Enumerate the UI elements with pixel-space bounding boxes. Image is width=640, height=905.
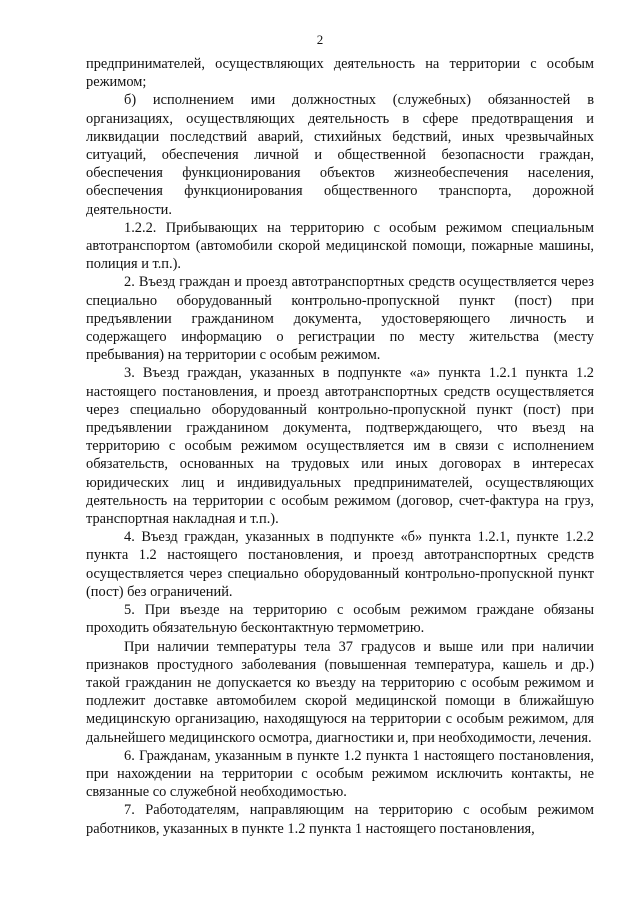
paragraph: б) исполнением ими должностных (служебных) обязанностей в организациях, осуществляющих деятельность в сфере предотвращения и ликвидации последствий аварий, стихийных бедствий, иных чрезвычайных ситуаций, обеспечения личной и общественной безопасности граждан, обеспечения функционирования объектов жизнеобеспечения населения, обеспечения функционирования общественного транспорта, дорожной деятельности.: [86, 92, 594, 218]
document-body: [86, 55, 594, 838]
paragraph: 4. Въезд граждан, указанных в подпункте «б» пункта 1.2.1, пункте 1.2.2 пункта 1.2 настоящего постановления, и проезд автотранспортных средств осуществляется через специально оборудованный контрольно-пропускной пункт (пост) без ограничений.: [86, 529, 594, 600]
page-number: 2: [316, 32, 324, 47]
paragraph: 3. Въезд граждан, указанных в подпункте «а» пункта 1.2.1 пункта 1.2 настоящего постановления, и проезд автотранспортных средств осуществляется через специально оборудованный контрольно-пропускной пункт (пост) при предъявлении гражданином документа, подтверждающего, что въезд на территорию с особым режимом осуществляется им в связи с исполнением обязательств, основанных на трудовых или иных договорах в интересах юридических лиц и индивидуальных предпринимателей, осуществляющих деятельность на территории с особым режимом (договор, счет-фактура на груз, транспортная накладная и т.п.).: [86, 365, 594, 528]
paragraph: предпринимателей, осуществляющих деятельность на территории с особым режимом;: [86, 56, 594, 91]
paragraph: 6. Гражданам, указанным в пункте 1.2 пункта 1 настоящего постановления, при нахождении на территории с особым режимом исключить контакты, не связанные со служебной необходимостью.: [86, 747, 594, 801]
paragraph: 7. Работодателям, направляющим на территорию с особым режимом работников, указанных в пункте 1.2 пункта 1 настоящего постановления,: [86, 802, 594, 837]
paragraph: При наличии температуры тела 37 градусов и выше или при наличии признаков простудного заболевания (повышенная температура, кашель и др.) такой гражданин не допускается ко въезду на территорию с особым режимом и подлежит доставке автомобилем скорой медицинской помощи в ближайшую медицинскую организацию, находящуюся на территории с особым режимом, для дальнейшего медицинского осмотра, диагностики и, при необходимости, лечения.: [86, 638, 594, 746]
paragraph: 2. Въезд граждан и проезд автотранспортных средств осуществляется через специально оборудованный контрольно-пропускной пункт (пост) при предъявлении гражданином документа, удостоверяющего личность и содержащего информацию о регистрации по месту жительства (месту пребывания) на территории с особым режимом.: [86, 274, 594, 364]
paragraph: 1.2.2. Прибывающих на территорию с особым режимом специальным автотранспортом (автомобили скорой медицинской помощи, пожарные машины, полиция и т.п.).: [86, 219, 594, 273]
paragraph: 5. При въезде на территорию с особым режимом граждане обязаны проходить обязательную бесконтактную термометрию.: [86, 602, 594, 637]
